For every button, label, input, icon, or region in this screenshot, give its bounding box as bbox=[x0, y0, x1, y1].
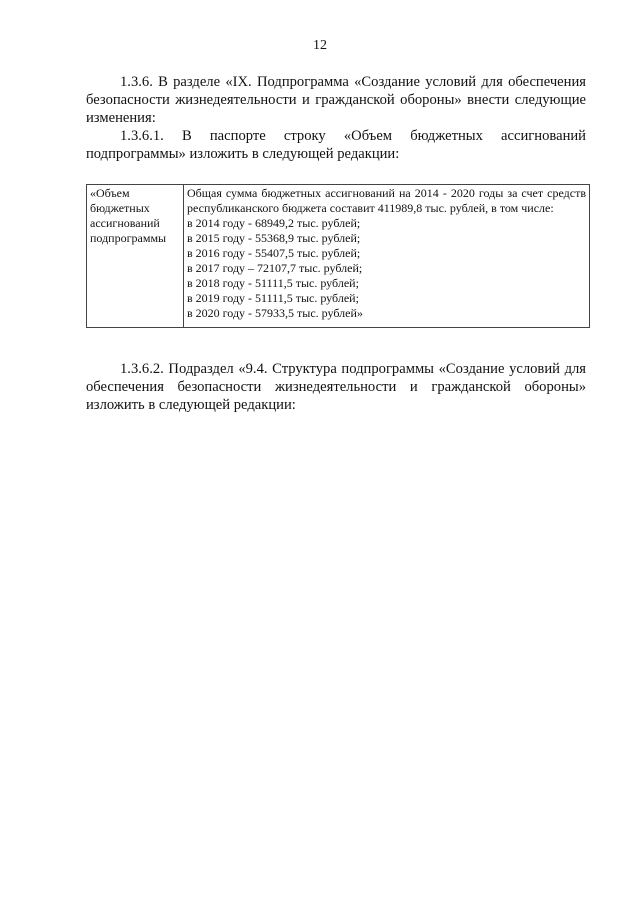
paragraph-1-3-6-2: 1.3.6.2. Подраздел «9.4. Структура подпрограммы «Создание условий для обеспечения безопасности жизнедеятельности и гражданской обороны» изложить в следующей редакции: bbox=[86, 361, 586, 413]
budget-year-2017: в 2017 году – 72107,7 тыс. рублей; bbox=[187, 261, 363, 275]
budget-total-text: Общая сумма бюджетных ассигнований на 2014 - 2020 годы за счет средств республиканского бюджета составит 411989,8 тыс. рублей, в том числе: bbox=[187, 186, 586, 215]
budget-year-2018: в 2018 году - 51111,5 тыс. рублей; bbox=[187, 276, 359, 290]
budget-year-2015: в 2015 году - 55368,9 тыс. рублей; bbox=[187, 231, 361, 245]
budget-year-2019: в 2019 году - 51111,5 тыс. рублей; bbox=[187, 291, 359, 305]
table-value-cell bbox=[184, 185, 590, 328]
paragraph-1-3-6-1: 1.3.6.1. В паспорте строку «Объем бюджетных ассигнований подпрограммы» изложить в следующей редакции: bbox=[86, 128, 586, 162]
table-row bbox=[87, 185, 590, 328]
budget-table bbox=[86, 184, 590, 328]
budget-year-2020: в 2020 году - 57933,5 тыс. рублей» bbox=[187, 306, 363, 320]
budget-year-2016: в 2016 году - 55407,5 тыс. рублей; bbox=[187, 246, 361, 260]
paragraph-1-3-6: 1.3.6. В разделе «IX. Подпрограмма «Создание условий для обеспечения безопасности жизнедеятельности и гражданской обороны» внести следующие изменения: bbox=[86, 74, 586, 126]
budget-year-2014: в 2014 году - 68949,2 тыс. рублей; bbox=[187, 216, 361, 230]
page-number: 12 bbox=[313, 38, 327, 53]
table-label-cell: «Объем бюджетных ассигнований подпрограммы bbox=[87, 185, 184, 328]
